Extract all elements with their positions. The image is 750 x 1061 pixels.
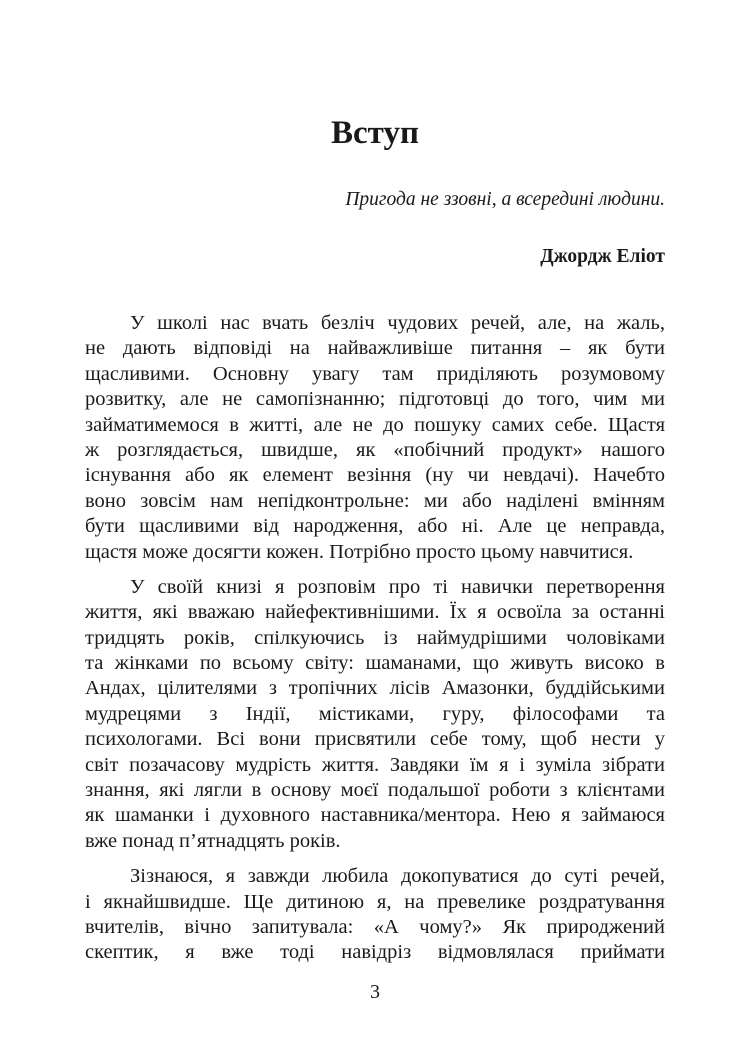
book-page [85,0,665,1061]
text-line: життя, які вважаю найефективнішими. Їх я освоїла за останні [85,601,665,624]
chapter-body [85,311,665,976]
text-line: тридцять років, спілкуючись із наймудрішими чоловіками [85,626,665,649]
text-line: щасливими. Основну увагу там приділяють розумовому [85,362,665,385]
text-line: У школі нас вчать безліч чудових речей, але, на жаль, [130,312,665,334]
text-line: розвитку, але не самопізнанню; підготовці до того, чим ми [85,388,665,411]
text-line: бути щасливими від народження, або ні. Але це неправда, [85,515,665,538]
paragraph [85,864,665,966]
text-line: знання, які лягли в основу моєї подальшої роботи з клієнтами [85,779,665,802]
page-number: 3 [370,981,380,1003]
text-line: мудрецями з Індії, містиками, гуру, філософами та [85,702,665,725]
epigraph-quote: Пригода не ззовні, а всередині людини. [345,189,665,210]
text-line: займатимемося в житті, але не до пошуку самих себе. Щастя [85,413,665,436]
epigraph-author: Джордж Еліот [540,246,665,267]
text-line: вчителів, вічно запитувала: «А чому?» Як природжений [85,915,665,938]
paragraph [85,311,665,565]
text-line: Андах, цілителями з тропічних лісів Амазонки, буддійськими [85,677,665,700]
text-line: воно зовсім нам непідконтрольне: ми або наділені вмінням [85,489,665,512]
text-line: як шаманки і духовного наставника/ментора. Нею я займаюся [85,804,665,827]
text-line: щастя може досягти кожен. Потрібно просто цьому навчитися. [85,540,634,563]
text-line: вже понад п’ятнадцять років. [85,829,341,852]
text-line: скептик, я вже тоді навідріз відмовлялася приймати [85,941,665,964]
paragraph [85,575,665,854]
text-line: існування або як елемент везіння (ну чи невдачі). Начебто [85,464,665,487]
text-line: і якнайшвидше. Ще дитиною я, на превелике роздратування [85,890,665,913]
text-line: психологами. Всі вони присвятили себе тому, щоб нести у [85,728,665,751]
text-line: У своїй книзі я розповім про ті навички перетворення [130,575,665,598]
text-line: ж розглядається, швидше, як «побічний продукт» нашого [85,438,665,461]
chapter-title: Вступ [331,115,419,151]
text-line: Зізнаюся, я завжди любила докопуватися до суті речей, [130,865,665,888]
text-line: та жінками по всьому світу: шаманами, що живуть високо в [85,652,665,675]
text-line: світ позачасову мудрість життя. Завдяки їм я і зуміла зібрати [85,753,665,776]
text-line: не дають відповіді на найважливіше питання – як бути [85,337,665,360]
